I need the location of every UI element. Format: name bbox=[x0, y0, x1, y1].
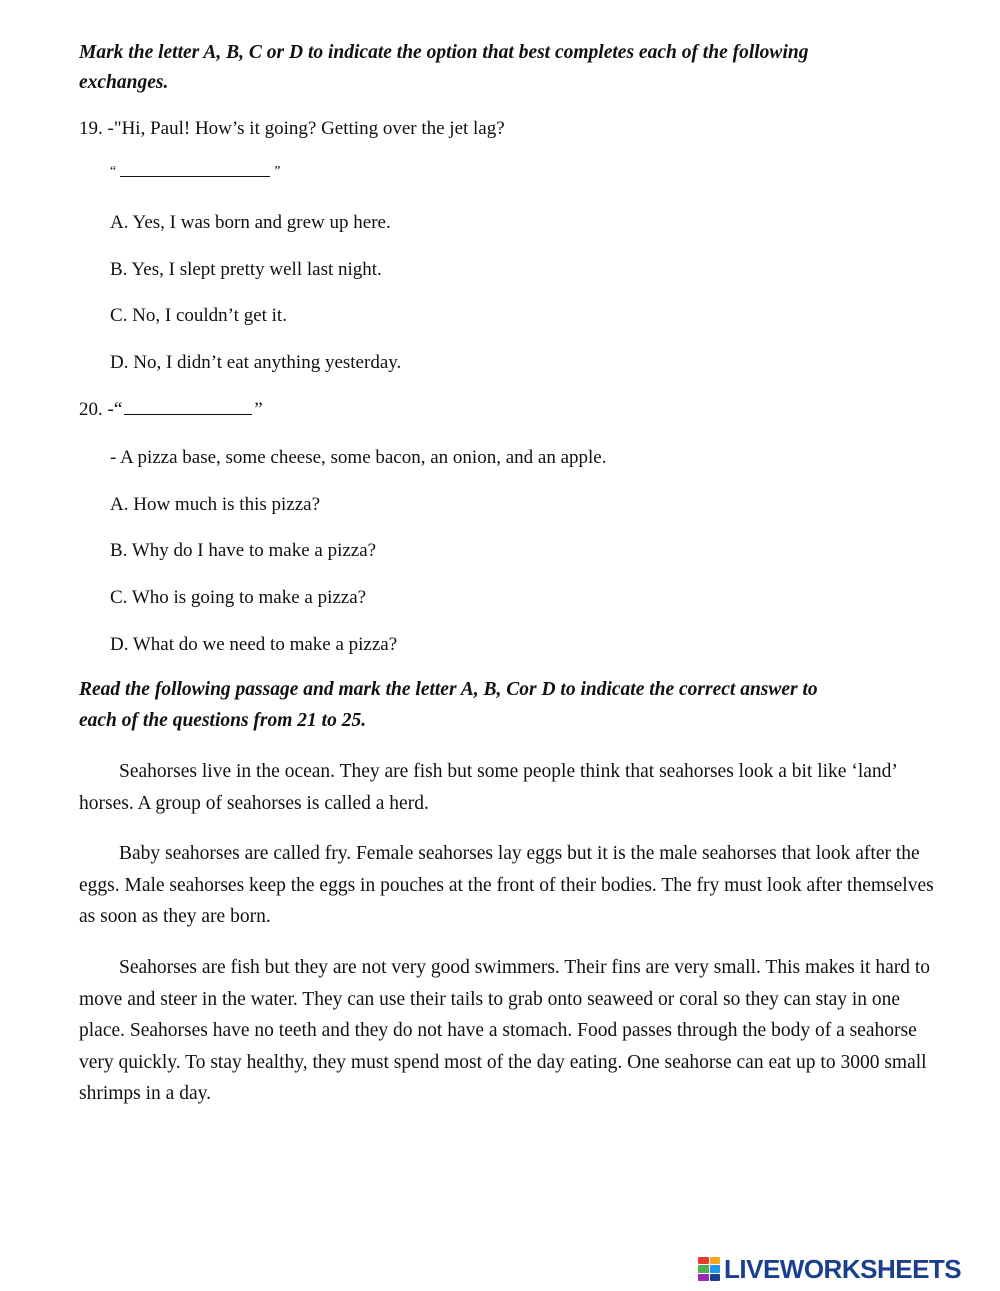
q19-open-quote: “ bbox=[110, 164, 117, 179]
passage-paragraph-2: Baby seahorses are called fry. Female seahorses lay eggs but it is the male seahorses that look after the eggs. Male seahorses keep the eggs in pouches at the front of their bodies. The fry must look after themselves as soon as they are born. bbox=[79, 843, 934, 927]
q20-reply: - A pizza base, some cheese, some bacon, an onion, and an apple. bbox=[110, 447, 607, 468]
q20-prompt bbox=[79, 398, 263, 422]
q19-close-quote: ” bbox=[274, 164, 281, 179]
section1-instruction-line1: Mark the letter A, B, C or D to indicate the option that best completes each of the following bbox=[79, 42, 809, 63]
passage-paragraph-1: Seahorses live in the ocean. They are fish but some people think that seahorses look a bit like ‘land’ horses. A group of seahorses is called a herd. bbox=[79, 761, 897, 814]
section2-instruction-line1: Read the following passage and mark the letter A, B, Cor D to indicate the correct answer to bbox=[79, 679, 818, 700]
section2-instruction-line2: each of the questions from 21 to 25. bbox=[79, 710, 367, 731]
liveworksheets-logo-icon bbox=[698, 1257, 720, 1281]
q20-prompt-prefix: 20. -“ bbox=[79, 399, 123, 420]
q20-prompt-suffix: ” bbox=[254, 399, 263, 420]
q19-blank-line[interactable] bbox=[120, 162, 270, 177]
passage-paragraph-3: Seahorses are fish but they are not very good swimmers. Their fins are very small. This makes it hard to move and steer in the water. They can use their tails to grab onto seaweed or coral so they can stay in one place. Seahorses have no teeth and they do not have a stomach. Food passes through the body of a seahorse very quickly. To stay healthy, they must spend most of the day eating. One seahorse can eat up to 3000 small shrimps in a day. bbox=[79, 957, 931, 1104]
q20-option-d[interactable]: D. What do we need to make a pizza? bbox=[110, 634, 398, 655]
liveworksheets-logo bbox=[698, 1255, 961, 1283]
q20-option-a[interactable]: A. How much is this pizza? bbox=[110, 494, 321, 515]
q19-option-b[interactable]: B. Yes, I slept pretty well last night. bbox=[110, 259, 382, 280]
q19-answer-blank bbox=[110, 160, 280, 184]
q20-option-b[interactable]: B. Why do I have to make a pizza? bbox=[110, 540, 377, 561]
q19-option-d[interactable]: D. No, I didn’t eat anything yesterday. bbox=[110, 352, 402, 373]
q20-option-c[interactable]: C. Who is going to make a pizza? bbox=[110, 587, 367, 608]
q19-option-a[interactable]: A. Yes, I was born and grew up here. bbox=[110, 212, 391, 233]
q19-prompt: 19. -"Hi, Paul! How’s it going? Getting over the jet lag? bbox=[79, 118, 505, 139]
section1-instruction-line2: exchanges. bbox=[79, 72, 169, 93]
q20-blank-line[interactable] bbox=[124, 400, 252, 415]
liveworksheets-logo-text: LIVEWORKSHEETS bbox=[724, 1253, 962, 1284]
q19-option-c[interactable]: C. No, I couldn’t get it. bbox=[110, 305, 287, 326]
